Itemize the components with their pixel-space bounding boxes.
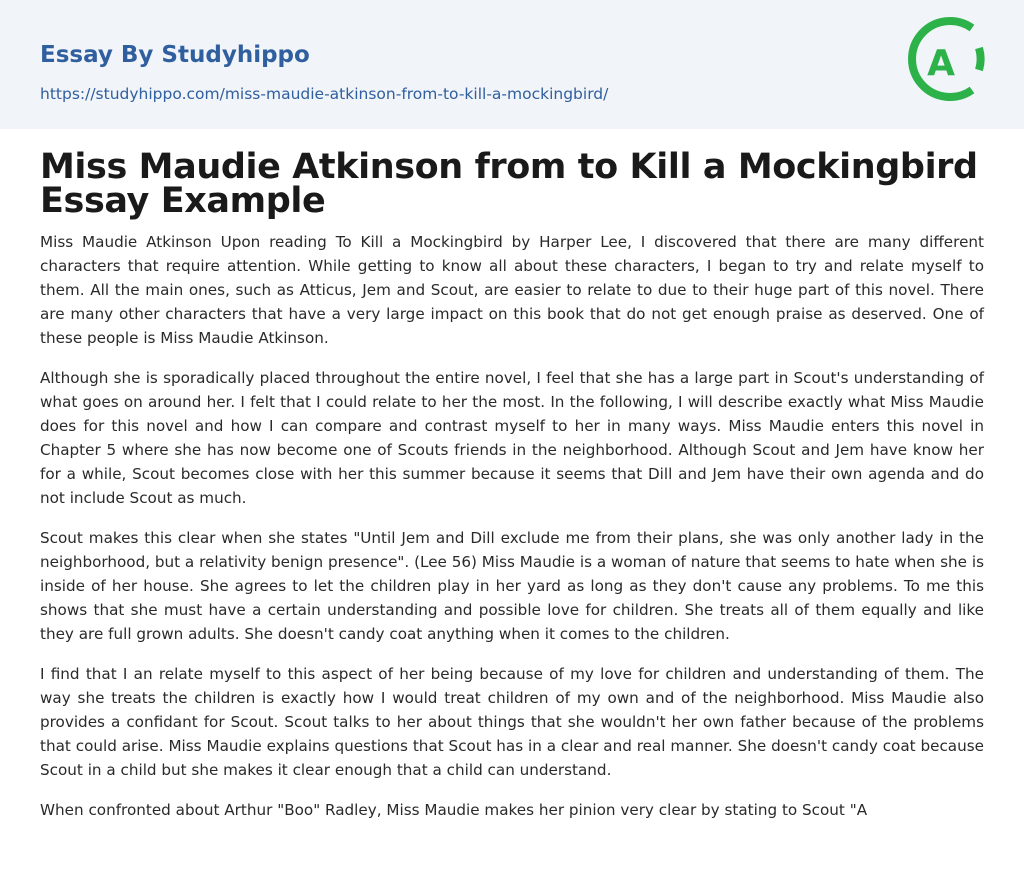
essay-paragraph-3: Scout makes this clear when she states "Until Jem and Dill exclude me from their plans, she was only another lady in the neighborhood, but a relativity benign presence". (Lee 56) Miss Maudie is a woman of nature that seems to hate when she is inside of her house. She agrees to let the children play in her yard as long as they don't cause any problems. To me this shows that she must have a certain understanding and possible love for children. She treats all of them equally and like they are full grown adults. She doesn't candy coat anything when it comes to the children. [40, 529, 984, 643]
essay-paragraph-2: Although she is sporadically placed throughout the entire novel, I feel that she has a large part in Scout's understanding of what goes on around her. I felt that I could relate to her the most. In the following, I will describe exactly what Miss Maudie does for this novel and how I can compare and contrast myself to her in many ways. Miss Maudie enters this novel in Chapter 5 where she has now become one of Scouts friends in the neighborhood. Although Scout and Jem have know her for a while, Scout becomes close with her this summer because it seems that Dill and Jem have their own agenda and do not include Scout as much. [40, 369, 984, 507]
site-header [0, 0, 1024, 129]
essay-paragraph-5: When confronted about Arthur "Boo" Radley, Miss Maudie makes her pinion very clear by stating to Scout "A [40, 801, 868, 819]
article [40, 147, 984, 838]
studyhippo-logo-icon[interactable] [903, 14, 993, 104]
essay-paragraph-4: I find that I an relate myself to this aspect of her being because of my love for children and understanding of them. The way she treats the children is exactly how I would treat children of my own and of the neighborhood. Miss Maudie also provides a confidant for Scout. Scout talks to her about things that she wouldn't her own father because of the problems that could arise. Miss Maudie explains questions that Scout has in a clear and real manner. She doesn't candy coat because Scout in a child but she makes it clear enough that a child can understand. [40, 665, 984, 779]
logo-letter: A [927, 43, 955, 84]
essay-paragraph-1: Miss Maudie Atkinson Upon reading To Kill a Mockingbird by Harper Lee, I discovered that there are many different characters that require attention. While getting to know all about these characters, I began to try and relate myself to them. All the main ones, such as Atticus, Jem and Scout, are easier to relate to due to their huge part of this novel. There are many other characters that have a very large impact on this book that do not get enough praise as deserved. One of these people is Miss Maudie Atkinson. [40, 233, 984, 347]
brand-name[interactable]: Essay By Studyhippo [40, 42, 310, 68]
essay-url-link[interactable]: https://studyhippo.com/miss-maudie-atkinson-from-to-kill-a-mockingbird/ [40, 85, 609, 103]
essay-title: Miss Maudie Atkinson from to Kill a Mockingbird Essay Example [40, 147, 978, 221]
essay-body [40, 230, 984, 822]
